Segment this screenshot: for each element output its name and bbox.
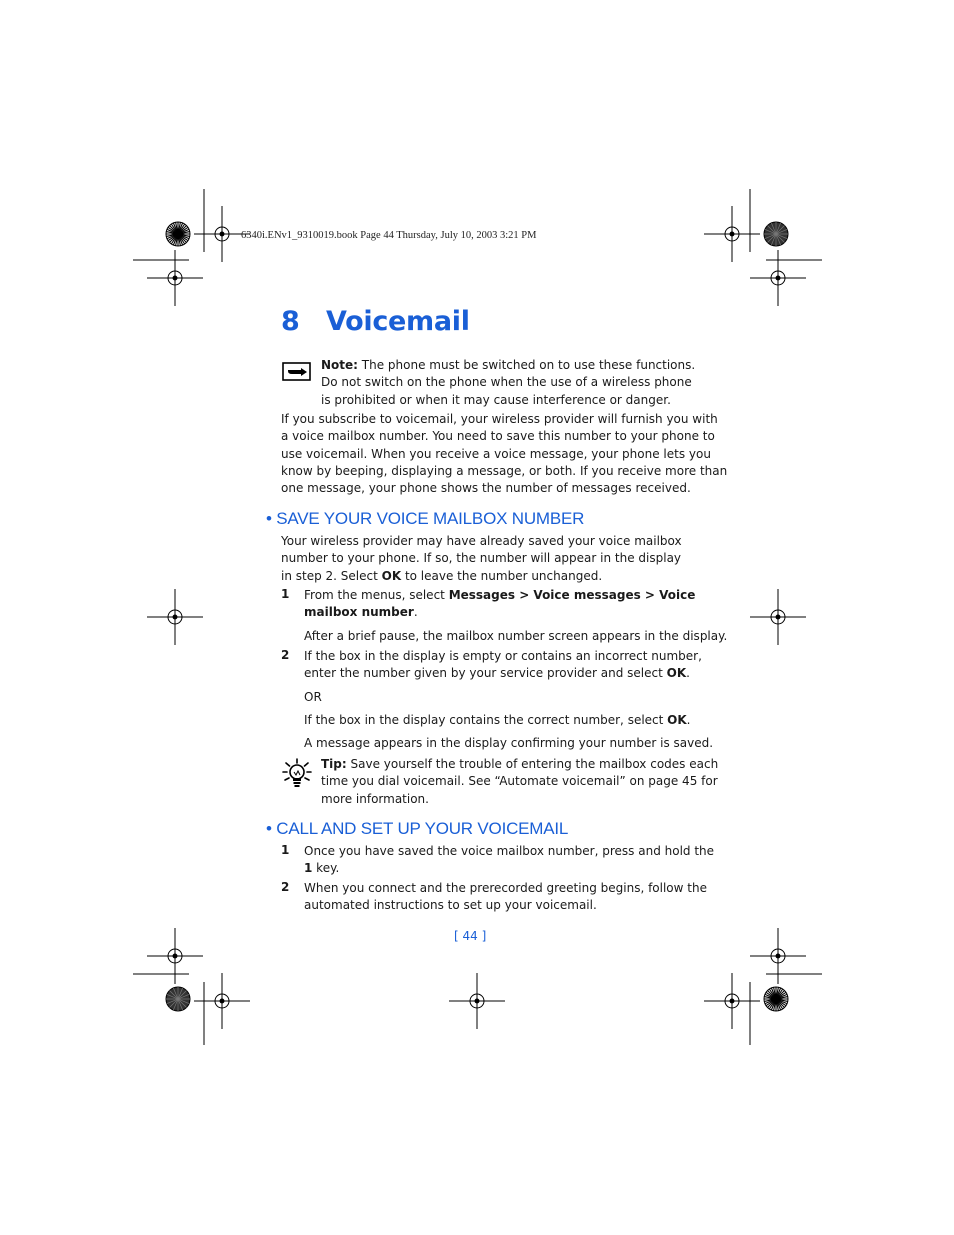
step-2-confirm: A message appears in the display confirming your number is saved. [304, 736, 714, 750]
section1-line: Your wireless provider may have already saved your voice mailbox [281, 534, 682, 548]
tip-line: time you dial voicemail. See “Automate voicemail” on page 45 for [321, 774, 718, 789]
menu-path: mailbox number [304, 605, 414, 620]
step-text: Once you have saved the voice mailbox number, press and hold the [304, 844, 715, 858]
note-hand-icon [282, 362, 312, 382]
intro-line: know by beeping, displaying a message, or both. If you receive more than [281, 463, 728, 478]
tip-block [321, 756, 718, 808]
call-step-2-text [304, 880, 707, 915]
step-number: 1 [281, 587, 290, 601]
key-label: 1 [304, 861, 313, 876]
print-slug: 6340i.ENv1_9310019.book Page 44 Thursday, July 10, 2003 3:21 PM [241, 230, 537, 241]
step-number: 2 [281, 648, 290, 662]
section-heading-save-mailbox: • SAVE YOUR VOICE MAILBOX NUMBER [266, 509, 585, 528]
step-1-text [304, 587, 695, 622]
call-step-1-text [304, 843, 714, 878]
ok-key-label: OK [667, 713, 687, 727]
ok-key-label: OK [666, 666, 687, 681]
step-2-text [304, 648, 702, 683]
step-number: 1 [281, 843, 290, 857]
tip-label: Tip: [321, 757, 347, 771]
page-number: [ 44 ] [454, 929, 487, 943]
tip-line: Save yourself the trouble of entering the mailbox codes each [346, 757, 719, 771]
tip-line: more information. [321, 791, 429, 806]
or-text: OR [304, 690, 322, 704]
step-text: If the box in the display contains the correct number, select [304, 713, 668, 727]
step-text: automated instructions to set up your voicemail. [304, 898, 597, 913]
intro-paragraph [281, 411, 727, 497]
ok-key-label: OK [381, 568, 402, 583]
section1-line: number to your phone. If so, the number will appear in the display [281, 551, 682, 566]
step-text: If the box in the display is empty or contains an incorrect number, [304, 649, 702, 663]
step-text: . [686, 666, 690, 681]
section1-paragraph [281, 533, 682, 585]
section1-line: in step 2. Select [281, 568, 382, 583]
note-line: The phone must be switched on to use these functions. [357, 358, 696, 372]
note-line: Do not switch on the phone when the use of a wireless phone [321, 375, 692, 390]
menu-path: Messages > Voice messages > Voice [448, 588, 696, 602]
note-block [321, 357, 695, 409]
section-heading-call-setup: • CALL AND SET UP YOUR VOICEMAIL [266, 819, 569, 838]
step-text: . [413, 605, 418, 620]
lightbulb-icon [282, 758, 312, 788]
step-text: When you connect and the prerecorded greeting begins, follow the [304, 881, 707, 895]
step-text: key. [312, 861, 340, 876]
chapter-name: Voicemail [326, 306, 470, 337]
step-1-after: After a brief pause, the mailbox number screen appears in the display. [304, 629, 728, 643]
section1-line: to leave the number unchanged. [401, 568, 603, 583]
intro-line: use voicemail. When you receive a voice message, your phone lets you [281, 446, 711, 461]
intro-line: one message, your phone shows the number of messages received. [281, 481, 691, 496]
step-text: . [686, 713, 691, 727]
intro-line: If you subscribe to voicemail, your wireless provider will furnish you with [281, 412, 718, 426]
note-line: is prohibited or when it may cause interference or danger. [321, 392, 671, 407]
chapter-title [281, 306, 470, 337]
step-text: enter the number given by your service provider and select [304, 666, 667, 681]
step-text: From the menus, select [304, 588, 449, 602]
intro-line: a voice mailbox number. You need to save this number to your phone to [281, 429, 715, 444]
chapter-number: 8 [281, 306, 300, 337]
step-2-alt [304, 712, 691, 729]
step-number: 2 [281, 880, 290, 894]
note-label: Note: [321, 358, 358, 372]
